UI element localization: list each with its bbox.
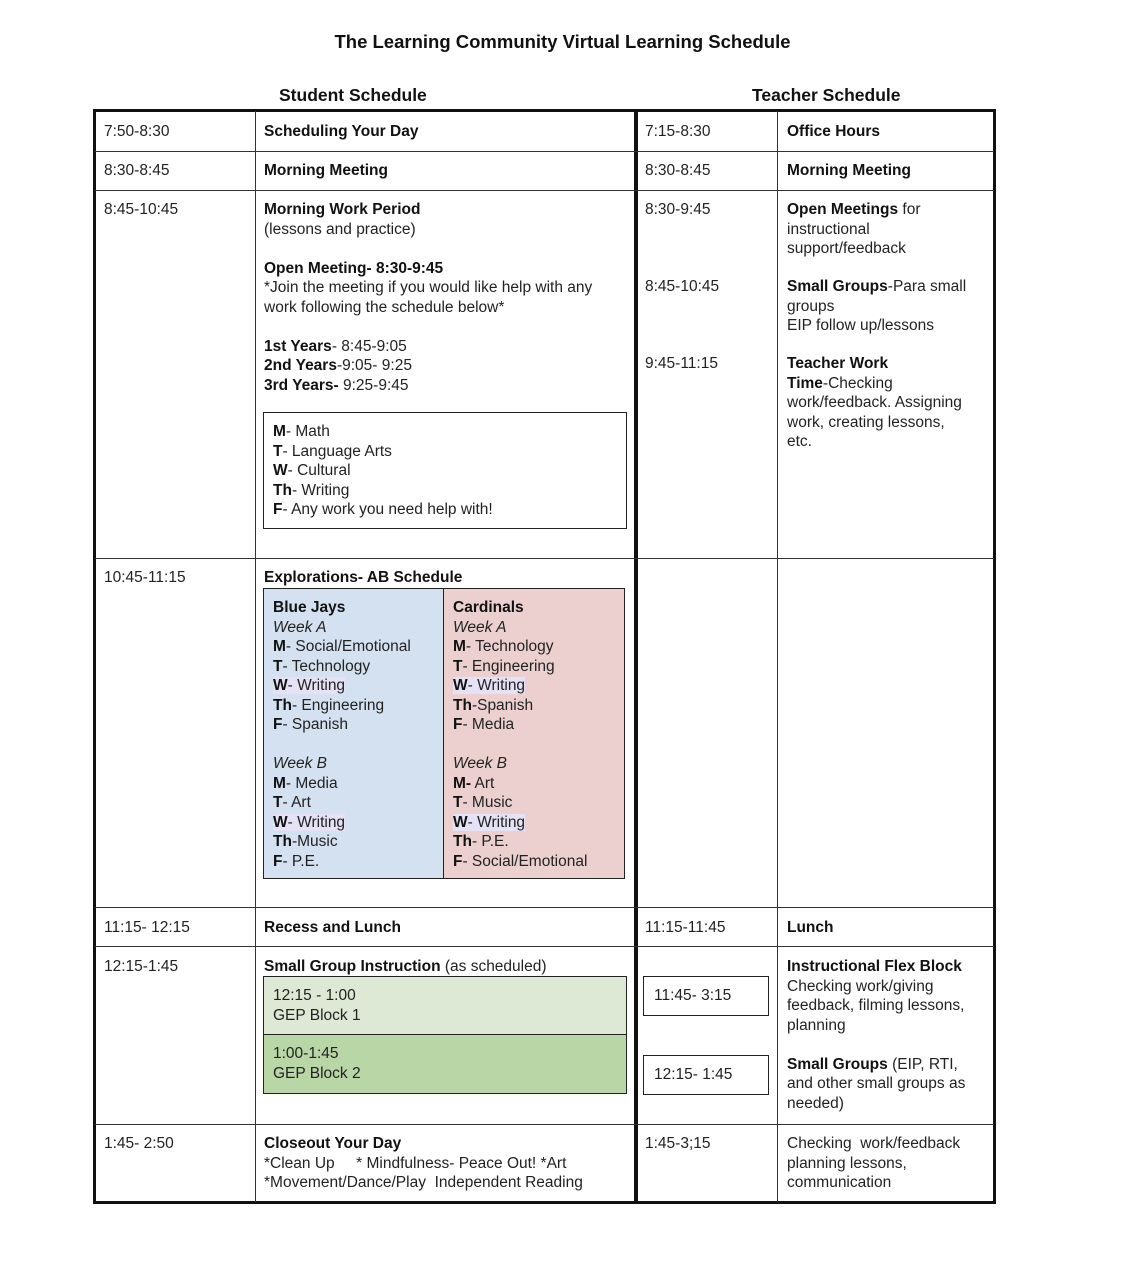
day-subject: W- Cultural: [273, 462, 351, 479]
teacher-activity-cell: Lunch: [787, 919, 834, 936]
morning-work-title: Morning Work Period: [264, 201, 421, 218]
closeout-line: *Movement/Dance/Play Independent Reading: [264, 1174, 583, 1191]
student-time-cell: 8:30-8:45: [104, 162, 170, 179]
teacher-activity-cell: Teacher Work Time-Checking work/feedback. Assigning work, creating lessons, etc.: [787, 355, 962, 450]
day-subject: M- Media: [273, 774, 338, 792]
day-subject: M- Math: [273, 423, 330, 440]
student-column-divider: [255, 111, 256, 1202]
small-group-title: Small Group Instruction (as scheduled): [264, 958, 547, 975]
teacher-time-cell: 11:15-11:45: [645, 919, 726, 936]
blue-jays-schedule: [273, 598, 411, 871]
gep-block-2: [273, 1044, 361, 1083]
morning-work-note: (lessons and practice): [264, 220, 416, 238]
teacher-time-cell: 1:45-3;15: [645, 1135, 711, 1152]
teacher-activity-cell: Morning Meeting: [787, 162, 911, 179]
row-divider: [95, 946, 994, 947]
open-meeting-title: Open Meeting- 8:30-9:45: [264, 259, 444, 277]
teacher-activity-cell: Checking work/feedback planning lessons, communication: [787, 1135, 961, 1191]
teacher-time-cell: 8:30-9:45: [645, 201, 711, 218]
week-label: Week B: [453, 755, 507, 772]
closeout-cell: [264, 1134, 583, 1193]
cardinals-schedule: [453, 598, 587, 871]
week-label: Week A: [453, 618, 507, 636]
day-subject: T- Art: [273, 794, 311, 811]
teacher-activity-cell: Office Hours: [787, 123, 881, 140]
day-subject: T- Technology: [273, 657, 371, 675]
weekly-subject-list: [273, 422, 493, 520]
year-line: 3rd Years- 9:25-9:45: [264, 376, 409, 394]
year-line: 1st Years- 8:45-9:05: [264, 337, 407, 355]
row-divider: [95, 1124, 994, 1125]
student-activity-cell: Morning Meeting: [264, 162, 388, 179]
day-subject: F- P.E.: [273, 852, 320, 870]
student-schedule-header: Student Schedule: [279, 85, 427, 105]
day-subject: Th-Music: [273, 833, 338, 850]
closeout-line: *Clean Up * Mindfulness- Peace Out! *Art: [264, 1154, 567, 1172]
row-divider: [95, 151, 994, 152]
student-time-cell: 7:50-8:30: [104, 123, 170, 140]
student-activity-cell: Scheduling Your Day: [264, 123, 419, 140]
teacher-activity-cell: Instructional Flex Block Checking work/giving feedback, filming lessons, planning Small Groups (EIP, RTI, and other small groups as needed): [787, 958, 966, 1112]
teacher-activity-cell: Small Groups-Para small groups EIP follow up/lessons: [787, 278, 967, 334]
student-activity-cell: Recess and Lunch: [264, 919, 401, 936]
year-line: 2nd Years-9:05- 9:25: [264, 357, 412, 374]
day-subject: F- Social/Emotional: [453, 852, 588, 870]
day-subject: W- Writing: [273, 677, 346, 694]
group-name: Cardinals: [453, 599, 524, 616]
group-name: Blue Jays: [273, 599, 346, 616]
page-title: The Learning Community Virtual Learning Schedule: [334, 31, 791, 52]
teacher-time-cell: 7:15-8:30: [645, 123, 711, 140]
week-label: Week A: [273, 618, 327, 636]
day-subject: F- Any work you need help with!: [273, 501, 493, 518]
closeout-title: Closeout Your Day: [264, 1135, 402, 1152]
day-subject: M- Technology: [453, 638, 554, 655]
day-subject: Th- Engineering: [273, 696, 385, 714]
day-subject: Th- P.E.: [453, 833, 509, 850]
day-subject: Th- Writing: [273, 481, 350, 499]
explorations-title: Explorations- AB Schedule: [264, 569, 463, 586]
gep-block-name: GEP Block 1: [273, 1006, 361, 1024]
day-subject: T- Language Arts: [273, 442, 392, 460]
teacher-time-cell: 9:45-11:15: [645, 355, 718, 372]
teacher-time-cell: 12:15- 1:45: [654, 1066, 733, 1083]
student-time-cell: 12:15-1:45: [104, 958, 179, 975]
teacher-column-divider: [777, 111, 778, 1202]
day-subject: Th-Spanish: [453, 696, 534, 714]
day-subject: F- Media: [453, 716, 515, 733]
gep-block-name: GEP Block 2: [273, 1064, 361, 1082]
teacher-schedule-header: Teacher Schedule: [752, 85, 901, 105]
teacher-time-cell: 8:30-8:45: [645, 162, 711, 179]
week-label: Week B: [273, 755, 327, 772]
day-subject: M- Art: [453, 774, 495, 792]
day-subject: M- Social/Emotional: [273, 638, 411, 655]
gep-block-time: 12:15 - 1:00: [273, 987, 356, 1004]
student-time-cell: 10:45-11:15: [104, 569, 186, 586]
day-subject: W- Writing: [273, 813, 346, 831]
gep-block-time: 1:00-1:45: [273, 1045, 339, 1062]
teacher-activity-cell: Open Meetings for instructional support/feedback: [787, 201, 921, 257]
day-subject: T- Music: [453, 794, 513, 811]
gep-block-1: [273, 986, 361, 1025]
teacher-time-cell: 8:45-10:45: [645, 278, 720, 295]
morning-work-cell: [264, 200, 626, 395]
row-divider: [95, 190, 994, 191]
day-subject: W- Writing: [453, 813, 526, 831]
teacher-time-cell: 11:45- 3:15: [654, 987, 732, 1004]
row-divider: [95, 558, 994, 559]
open-meeting-note: *Join the meeting if you would like help with any work following the schedule below*: [264, 279, 593, 316]
student-time-cell: 8:45-10:45: [104, 201, 179, 218]
day-subject: F- Spanish: [273, 716, 348, 733]
student-time-cell: 1:45- 2:50: [104, 1135, 174, 1152]
student-time-cell: 11:15- 12:15: [104, 919, 190, 936]
day-subject: W- Writing: [453, 677, 526, 694]
day-subject: T- Engineering: [453, 657, 555, 675]
row-divider: [95, 907, 994, 908]
